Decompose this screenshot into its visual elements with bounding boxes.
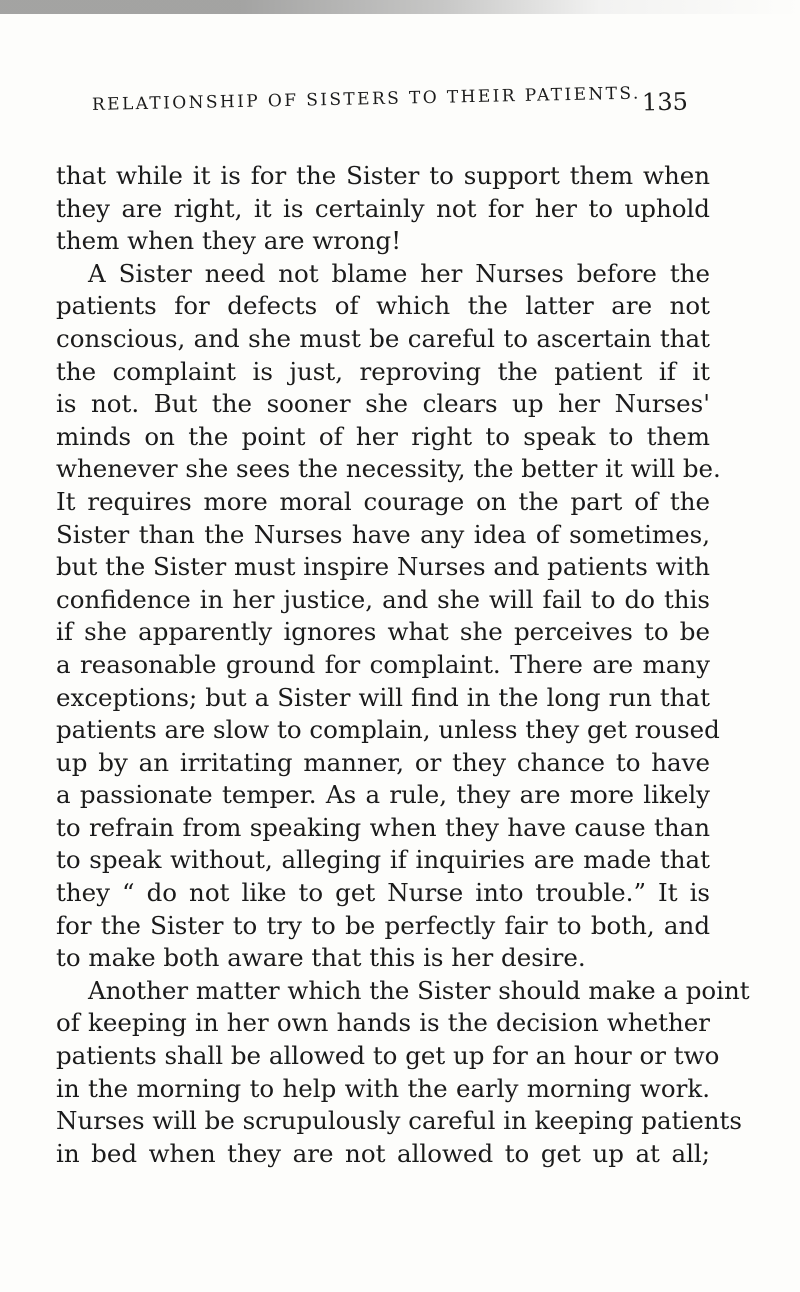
text-line: them when they are wrong! — [56, 226, 402, 256]
text-line: to make both aware that this is her desire. — [56, 943, 586, 973]
text-line: is not. But the sooner she clears up her Nurses' — [56, 389, 710, 419]
running-head-title: RELATIONSHIP OF SISTERS TO THEIR PATIENTS. — [91, 83, 641, 115]
text-line: in the morning to help with the early morning work. — [56, 1073, 710, 1103]
text-line: conscious, and she must be careful to ascertain that — [56, 323, 710, 353]
text-line: Another matter which the Sister should make a point — [88, 975, 750, 1005]
text-line: if she apparently ignores what she perceives to be — [56, 617, 710, 647]
running-head — [91, 83, 689, 124]
text-line: in bed when they are not allowed to get up at all; — [56, 1138, 710, 1168]
page-number: 135 — [641, 87, 689, 117]
text-line: A Sister need not blame her Nurses before the — [88, 258, 710, 288]
text-line: up by an irritating manner, or they chance to have — [56, 747, 710, 777]
text-line: patients are slow to complain, unless they get roused — [56, 715, 720, 745]
text-line: whenever she sees the necessity, the better it will be. — [56, 454, 721, 484]
text-line: a passionate temper. As a rule, they are more likely — [56, 780, 710, 810]
text-line: a reasonable ground for complaint. There are many — [56, 649, 710, 679]
text-line: the complaint is just, reproving the patient if it — [56, 356, 710, 386]
text-line: they are right, it is certainly not for her to uphold — [56, 193, 710, 223]
text-line: to refrain from speaking when they have cause than — [56, 812, 710, 842]
text-line: to speak without, alleging if inquiries are made that — [56, 845, 710, 875]
text-line: for the Sister to try to be perfectly fair to both, and — [56, 910, 710, 940]
text-line: confidence in her justice, and she will fail to do this — [56, 584, 710, 614]
page-edge-shadow — [0, 0, 800, 14]
text-line: but the Sister must inspire Nurses and patients with — [56, 552, 711, 582]
text-line: of keeping in her own hands is the decision whether — [56, 1008, 710, 1038]
text-line: exceptions; but a Sister will find in the long run that — [56, 682, 710, 712]
text-line: minds on the point of her right to speak to them — [56, 421, 710, 451]
text-line: patients shall be allowed to get up for an hour or two — [56, 1041, 720, 1071]
text-line: they “ do not like to get Nurse into trouble.” It is — [56, 878, 710, 908]
text-line: It requires more moral courage on the part of the — [56, 486, 710, 516]
text-line: patients for defects of which the latter are not — [56, 291, 710, 321]
text-line: Nurses will be scrupulously careful in keeping patients — [56, 1106, 742, 1136]
text-line: Sister than the Nurses have any idea of sometimes, — [56, 519, 710, 549]
text-line: that while it is for the Sister to support them when — [56, 161, 710, 190]
body-text — [56, 160, 750, 1170]
